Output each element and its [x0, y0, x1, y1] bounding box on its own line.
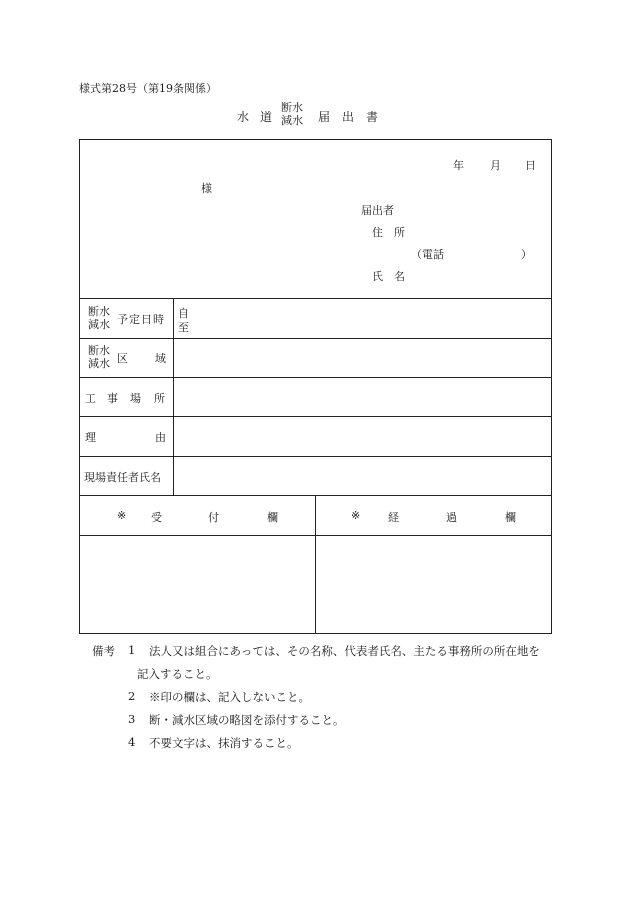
site-label-char: 事 — [107, 392, 118, 405]
address-label-char: 所 — [394, 226, 405, 239]
area-label-char: 区 — [117, 352, 128, 365]
row-divider — [79, 377, 552, 378]
notes-heading: 備考 — [92, 644, 115, 658]
note-number: 3 — [128, 712, 136, 726]
reason-label-char: 理 — [85, 431, 96, 444]
reason-label-char: 由 — [155, 431, 166, 444]
title-stack-bottom: 減水 — [281, 114, 303, 127]
row-divider — [79, 338, 552, 339]
note-number: 2 — [128, 689, 136, 703]
progress-label-char: 欄 — [505, 511, 516, 524]
manager-label: 現場責任者氏名 — [84, 471, 161, 484]
date-year-label: 年 — [453, 159, 464, 172]
schedule-stack-top: 断水 — [88, 305, 110, 318]
name-label-char: 氏 — [372, 270, 383, 283]
title-char: 書 — [366, 110, 379, 124]
note-number: 1 — [128, 643, 136, 657]
form-number: 様式第28号（第19条関係） — [79, 82, 217, 95]
reception-mark: ※ — [117, 509, 127, 522]
address-label-char: 住 — [372, 226, 383, 239]
schedule-stack-bottom: 減水 — [88, 318, 110, 331]
area-stack — [88, 344, 110, 370]
note-text: 不要文字は、抹消すること。 — [149, 736, 299, 750]
date-day-label: 日 — [525, 159, 536, 172]
site-label-char: 場 — [130, 392, 141, 405]
site-label-char: 工 — [85, 392, 96, 405]
note-number: 4 — [128, 735, 136, 749]
title-stack — [281, 101, 303, 127]
title-char: 道 — [260, 110, 273, 124]
phone-label: （電話 — [411, 248, 444, 261]
schedule-label: 予定日時 — [117, 313, 165, 326]
row-divider — [79, 416, 552, 417]
note-text: 法人又は組合にあっては、その名称、代表者氏名、主たる事務所の所在地を — [149, 644, 540, 658]
date-month-label: 月 — [490, 159, 501, 172]
column-divider — [173, 298, 174, 496]
row-divider — [79, 298, 552, 299]
note-text: ※印の欄は、記入しないこと。 — [149, 690, 310, 704]
applicant-label: 届出者 — [361, 204, 394, 217]
progress-label-char: 過 — [446, 511, 457, 524]
reception-label-char: 付 — [208, 511, 219, 524]
title-char: 届 — [318, 110, 331, 124]
column-divider — [315, 495, 316, 634]
row-divider — [79, 456, 552, 457]
title-stack-top: 断水 — [281, 101, 303, 114]
reception-label-char: 受 — [151, 511, 162, 524]
area-stack-bottom: 減水 — [88, 357, 110, 370]
schedule-from-label: 自 — [178, 307, 189, 320]
area-stack-top: 断水 — [88, 344, 110, 357]
schedule-stack — [88, 305, 110, 331]
schedule-to-label: 至 — [178, 321, 189, 334]
title-char: 出 — [342, 110, 355, 124]
addressee-honorific: 様 — [201, 182, 212, 195]
note-text: 断・減水区域の略図を添付すること。 — [149, 713, 345, 727]
site-label-char: 所 — [154, 392, 165, 405]
progress-label-char: 経 — [388, 511, 399, 524]
progress-mark: ※ — [351, 509, 361, 522]
phone-close-paren: ） — [521, 248, 532, 261]
note-text-continued: 記入すること。 — [137, 667, 218, 681]
title-char: 水 — [237, 110, 250, 124]
name-label-char: 名 — [394, 270, 405, 283]
reception-label-char: 欄 — [267, 511, 278, 524]
area-label-char: 域 — [155, 352, 166, 365]
